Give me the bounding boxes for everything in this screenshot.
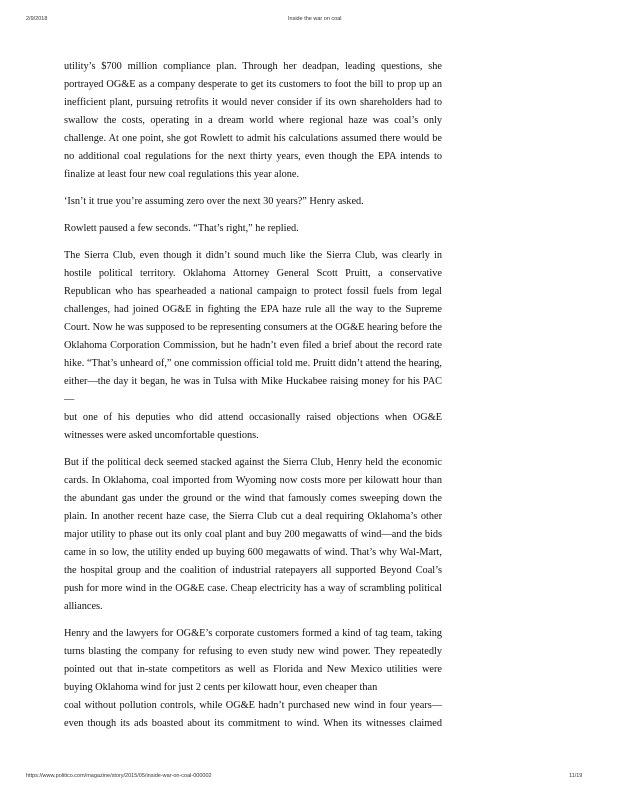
text-line: major utility to phase out its only coal plant and buy 200 megawatts of wind—and the bids (64, 529, 442, 540)
text-line: challenge. At one point, she got Rowlett to admit his calculations assumed there would be (64, 133, 442, 144)
text-line: alliances. (64, 601, 103, 612)
text-line: even though its ads boasted about its commitment to wind. When its witnesses claimed (64, 718, 442, 729)
text-line: portrayed OG&E as a company desperate to get its customers to foot the bill to prop up an (64, 79, 442, 90)
text-line: utility’s $700 million compliance plan. Through her deadpan, leading questions, she (64, 61, 442, 72)
text-line: hike. “That’s unheard of,” one commission official told me. Pruitt didn’t attend the hearing, (64, 358, 442, 369)
paragraph (64, 625, 442, 733)
text-line: ‘Isn’t it true you’re assuming zero over the next 30 years?” Henry asked. (64, 196, 364, 207)
paragraph (64, 454, 442, 616)
paragraph (64, 193, 442, 211)
text-line: swallow the costs, operating in a dream world where regional haze was coal’s only (64, 115, 442, 126)
text-line: witnesses were asked uncomfortable questions. (64, 430, 259, 441)
text-line: coal without pollution controls, while OG&E hadn’t purchased new wind in four years— (64, 700, 442, 711)
print-header-title: Inside the war on coal (288, 16, 342, 22)
text-line: cards. In Oklahoma, coal imported from Wyoming now costs more per kilowatt hour than (64, 475, 442, 486)
text-line: The Sierra Club, even though it didn’t sound much like the Sierra Club, was clearly in (64, 250, 442, 261)
text-line: But if the political deck seemed stacked against the Sierra Club, Henry held the economic (64, 457, 442, 468)
text-line: finalize at least four new coal regulations this year alone. (64, 169, 300, 180)
text-line: Rowlett paused a few seconds. “That’s right,” he replied. (64, 223, 299, 234)
text-line: Republican who has spearheaded a national campaign to protect fossil fuels from legal (64, 286, 442, 297)
text-line: challenges, had joined OG&E in fighting the EPA haze rule all the way to the Supreme (64, 304, 442, 315)
text-line: Henry and the lawyers for OG&E’s corporate customers formed a kind of tag team, taking (64, 628, 442, 639)
text-line: the abundant gas under the ground or the wind that famously comes sweeping down the (64, 493, 442, 504)
text-line: no additional coal regulations for the next thirty years, even though the EPA intends to (64, 151, 442, 162)
text-line: pointed out that in-state competitors as well as Florida and New Mexico utilities were (64, 664, 442, 675)
text-line: buying Oklahoma wind for just 2 cents per kilowatt hour, even cheaper than (64, 682, 378, 693)
print-footer-url: https://www.politico.com/magazine/story/2015/05/inside-war-on-coal-000002 (26, 773, 212, 779)
text-line: the hospital group and the coalition of industrial ratepayers all supported Beyond Coal’s (64, 565, 442, 576)
print-header-date: 2/9/2018 (26, 16, 48, 22)
paragraph (64, 220, 442, 238)
article-body (64, 58, 442, 742)
text-line: but one of his deputies who did attend occasionally raised objections when OG&E (64, 412, 442, 423)
text-line: inefficient plant, pursuing retrofits it would never consider if its own shareholders had to (64, 97, 442, 108)
text-line: Court. Now he was supposed to be representing consumers at the OG&E hearing before the (64, 322, 442, 333)
text-line: turns blasting the company for refusing to even study new wind power. They repeatedly (64, 646, 442, 657)
paragraph (64, 58, 442, 184)
text-line: came in so low, the utility ended up buying 600 megawatts of wind. That’s why Wal-Mart, (64, 547, 442, 558)
text-line: either—the day it began, he was in Tulsa with Mike Huckabee raising money for his PAC— (64, 376, 442, 405)
text-line: Oklahoma Corporation Commission, but he hadn’t even filed a brief about the record rate (64, 340, 442, 351)
paragraph (64, 247, 442, 445)
text-line: hostile political territory. Oklahoma Attorney General Scott Pruitt, a conservative (64, 268, 442, 279)
text-line: plain. In another recent haze case, the Sierra Club cut a deal requiring Oklahoma’s other (64, 511, 442, 522)
text-line: push for more wind in the OG&E case. Cheap electricity has a way of scrambling political (64, 583, 442, 594)
print-footer-page-number: 11/19 (569, 773, 583, 779)
